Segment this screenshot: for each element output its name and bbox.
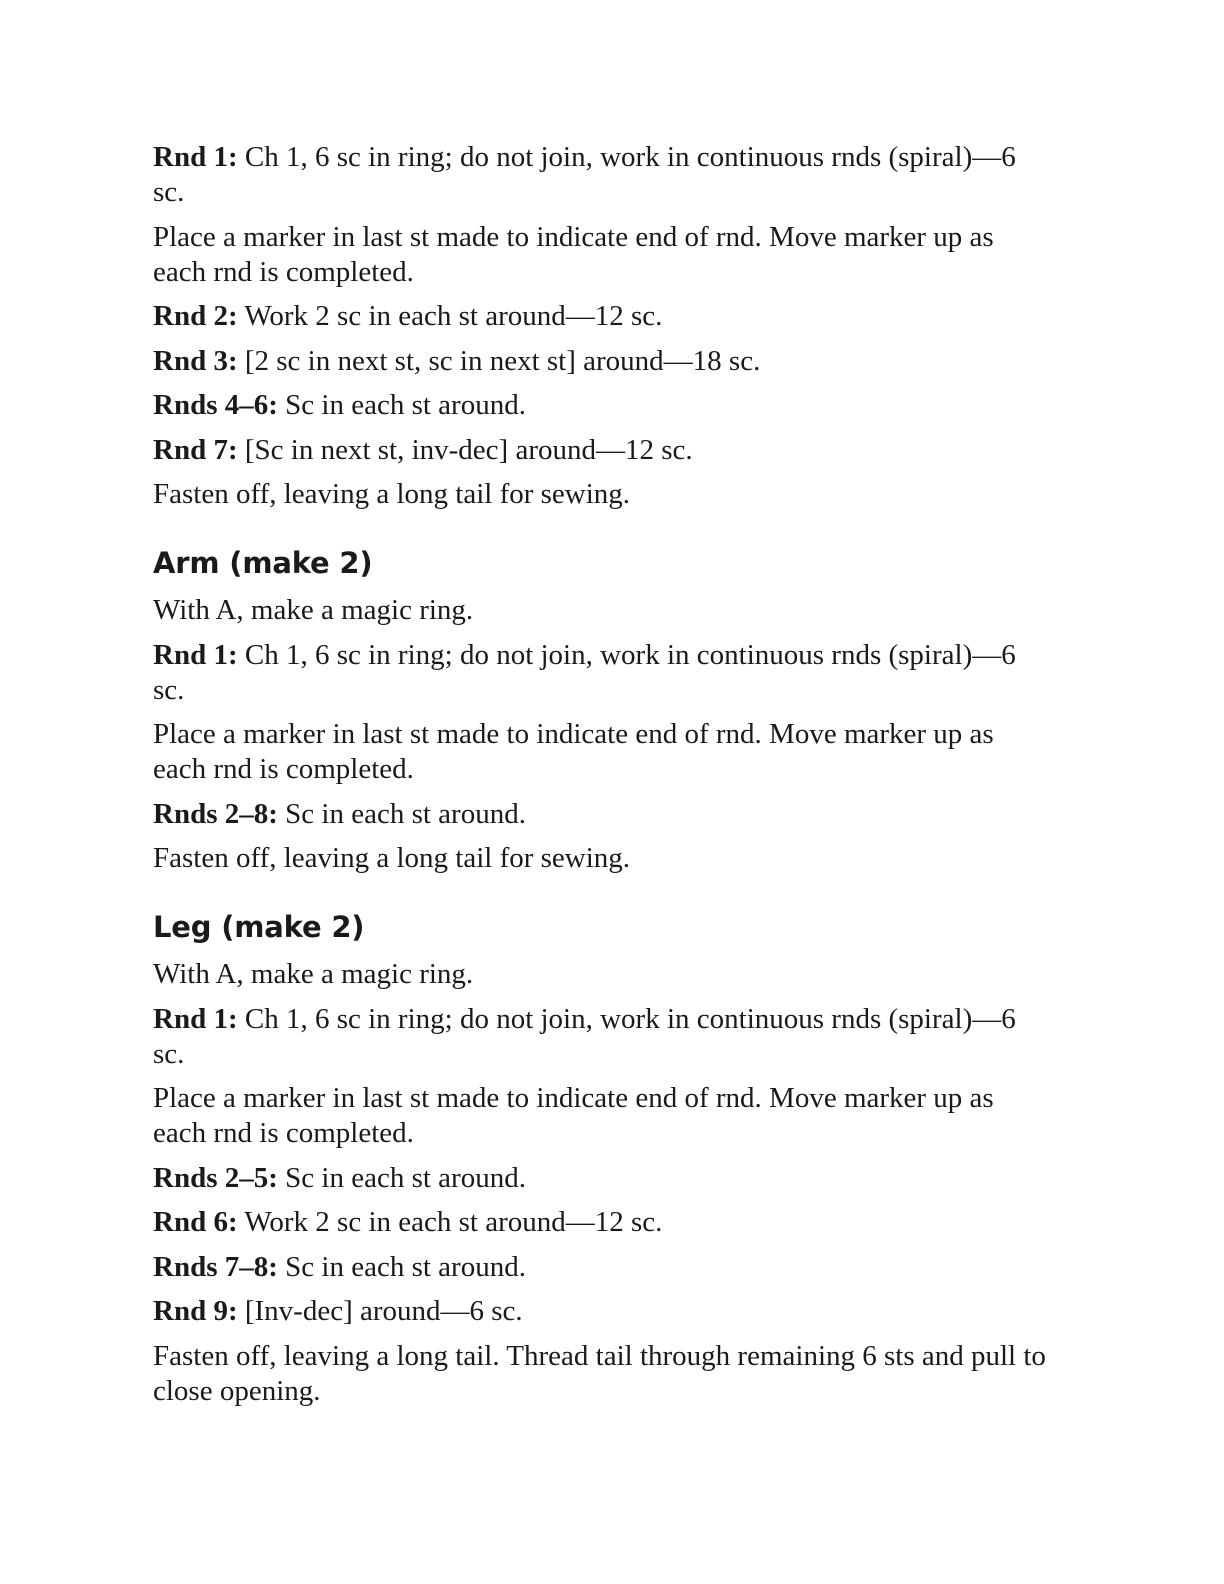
round-label: Rnd 7:	[153, 433, 238, 466]
instruction-text: Sc in each st around.	[277, 797, 526, 830]
instruction-text: Ch 1, 6 sc in ring; do not join, work in continuous rnds (spiral)—6 sc.	[153, 1002, 1016, 1070]
intro-section	[153, 140, 1053, 512]
instruction-text: Sc in each st around.	[277, 1250, 526, 1283]
instruction-text: [Inv-dec] around—6 sc.	[237, 1295, 523, 1327]
instruction-text: Ch 1, 6 sc in ring; do not join, work in continuous rnds (spiral)—6 sc.	[153, 141, 1016, 208]
instruction-text: Fasten off, leaving a long tail. Thread tail through remaining 6 sts and pull to close opening.	[153, 1339, 1046, 1407]
instruction-text: [2 sc in next st, sc in next st] around—18 sc.	[237, 344, 761, 377]
instruction-text: [Sc in next st, inv-dec] around—12 sc.	[237, 433, 693, 466]
instruction-text: With A, make a magic ring.	[153, 958, 474, 990]
leg-section	[153, 909, 1053, 1409]
pattern-page	[153, 140, 1053, 1418]
round-label: Rnds 7–8:	[153, 1250, 278, 1283]
instruction-text: Work 2 sc in each st around—12 sc.	[237, 1206, 663, 1238]
round-label: Rnd 9:	[153, 1295, 238, 1327]
instruction-text: Ch 1, 6 sc in ring; do not join, work in continuous rnds (spiral)—6 sc.	[153, 638, 1016, 706]
section-heading-arm: Arm (make 2)	[153, 546, 373, 580]
instruction-text: Fasten off, leaving a long tail for sewing.	[153, 842, 631, 874]
instruction-line	[153, 797, 1053, 832]
round-label: Rnds 4–6:	[153, 389, 278, 421]
instruction-text: Sc in each st around.	[277, 1161, 526, 1194]
round-label: Rnd 1:	[153, 638, 238, 671]
instruction-line	[153, 344, 1053, 379]
section-heading-leg: Leg (make 2)	[153, 910, 365, 944]
instruction-line	[153, 1161, 1053, 1196]
instruction-text: Place a marker in last st made to indicate end of rnd. Move marker up as each rnd is completed.	[153, 718, 994, 785]
arm-section	[153, 545, 1053, 876]
round-label: Rnds 2–5:	[153, 1161, 278, 1194]
instruction-line	[153, 220, 1053, 290]
instruction-line	[153, 717, 1053, 787]
instruction-line	[153, 1294, 1053, 1329]
round-label: Rnd 1:	[153, 1002, 238, 1035]
instruction-line	[153, 1081, 1053, 1151]
instruction-line	[153, 1339, 1053, 1409]
instruction-line	[153, 433, 1053, 468]
instruction-text: Place a marker in last st made to indicate end of rnd. Move marker up as each rnd is completed.	[153, 220, 994, 288]
instruction-text: Place a marker in last st made to indicate end of rnd. Move marker up as each rnd is completed.	[153, 1082, 994, 1149]
instruction-line	[153, 299, 1053, 334]
round-label: Rnd 2:	[153, 300, 238, 332]
instruction-line	[153, 957, 1053, 992]
instruction-line	[153, 140, 1053, 210]
round-label: Rnd 6:	[153, 1206, 238, 1238]
instruction-text: Fasten off, leaving a long tail for sewing.	[153, 478, 631, 510]
instruction-line	[153, 1002, 1053, 1072]
instruction-line	[153, 638, 1053, 708]
instruction-line	[153, 593, 1053, 628]
instruction-text: Sc in each st around.	[277, 389, 526, 421]
instruction-text: With A, make a magic ring.	[153, 594, 474, 626]
round-label: Rnds 2–8:	[153, 797, 278, 830]
instruction-text: Work 2 sc in each st around—12 sc.	[237, 300, 663, 332]
round-label: Rnd 1:	[153, 141, 238, 173]
instruction-line	[153, 388, 1053, 423]
instruction-line	[153, 1205, 1053, 1240]
instruction-line	[153, 841, 1053, 876]
instruction-line	[153, 477, 1053, 512]
instruction-line	[153, 1250, 1053, 1285]
round-label: Rnd 3:	[153, 344, 238, 377]
